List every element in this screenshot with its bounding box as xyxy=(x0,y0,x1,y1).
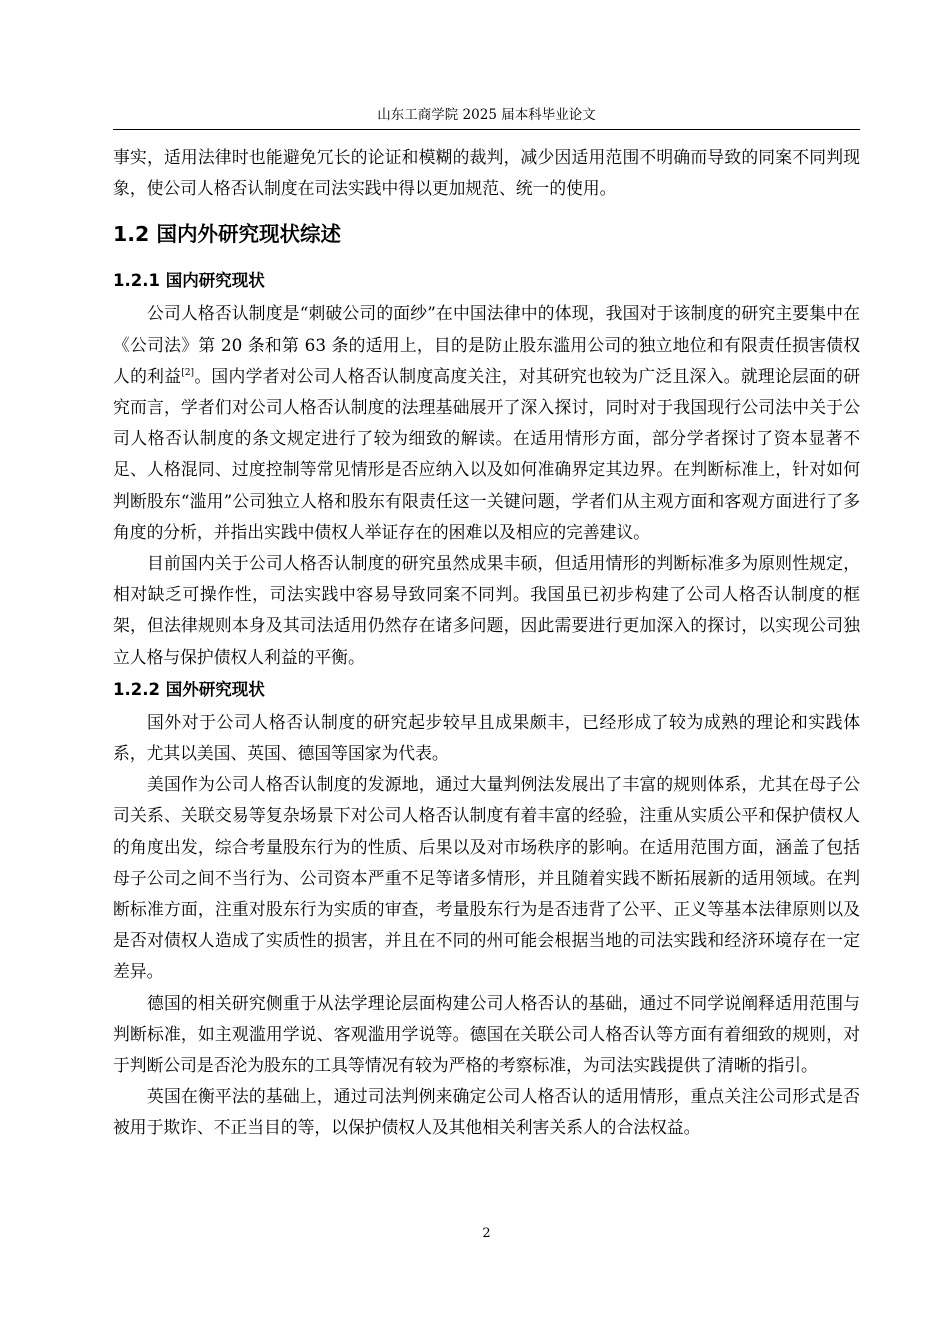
foreign-research-paragraph-germany: 德国的相关研究侧重于从法学理论层面构建公司人格否认的基础，通过不同学说阐释适用范围与判断标准，如主观滥用学说、客观滥用学说等。德国在关联公司人格否认等方面有着细致的规则，对于判断公司是否沦为股东的工具等情况有较为严格的考察标准，为司法实践提供了清晰的指引。 xyxy=(113,992,860,1076)
subsection-heading-1-2-1: 1.2.1 国内研究现状 xyxy=(113,271,265,291)
citation-reference[interactable]: [2] xyxy=(181,367,195,378)
section-heading-1-2: 1.2 国内外研究现状综述 xyxy=(113,222,341,247)
page-number: 2 xyxy=(482,1226,491,1241)
header-divider xyxy=(113,129,860,130)
foreign-research-paragraph-us: 美国作为公司人格否认制度的发源地，通过大量判例法发展出了丰富的规则体系，尤其在母子公司关系、关联交易等复杂场景下对公司人格否认制度有着丰富的经验，注重从实质公平和保护债权人的角度出发，综合考量股东行为的性质、后果以及对市场秩序的影响。在适用范围方面，涵盖了包括母子公司之间不当行为、公司资本严重不足等诸多情形，并且随着实践不断拓展新的适用领域。在判断标准方面，注重对股东行为实质的审查，考量股东行为是否违背了公平、正义等基本法律原则以及是否对债权人造成了实质性的损害，并且在不同的州可能会根据当地的司法实践和经济环境存在一定差异。 xyxy=(113,774,860,982)
running-header: 山东工商学院 2025 届本科毕业论文 xyxy=(377,107,596,123)
intro-continuation-paragraph: 事实，适用法律时也能避免冗长的论证和模糊的裁判，减少因适用范围不明确而导致的同案不同判现象，使公司人格否认制度在司法实践中得以更加规范、统一的使用。 xyxy=(113,147,860,199)
page-body xyxy=(113,142,860,1144)
paragraph-text: 公司人格否认制度是“刺破公司的面纱”在中国法律中的体现，我国对于该制度的研究主要集中在《公司法》第 20 条和第 63 条的适用上，目的是防止股东滥用公司的独立地位和有限责任损害债权人的利益 xyxy=(113,303,860,386)
subsection-heading-1-2-2: 1.2.2 国外研究现状 xyxy=(113,679,265,699)
foreign-research-paragraph-uk: 英国在衡平法的基础上，通过司法判例来确定公司人格否认的适用情形，重点关注公司形式是否被用于欺诈、不正当目的等，以保护债权人及其他相关利害关系人的合法权益。 xyxy=(113,1086,860,1138)
paragraph-text: 。国内学者对公司人格否认制度高度关注，对其研究也较为广泛且深入。就理论层面的研究而言，学者们对公司人格否认制度的法理基础展开了深入探讨，同时对于我国现行公司法中关于公司人格否认制度的条文规定进行了较为细致的解读。在适用情形方面，部分学者探讨了资本显著不足、人格混同、过度控制等常见情形是否应纳入以及如何准确界定其边界。在判断标准上，针对如何判断股东“滥用”公司独立人格和股东有限责任这一关键问题，学者们从主观方面和客观方面进行了多角度的分析，并指出实践中债权人举证存在的困难以及相应的完善建议。 xyxy=(113,365,860,542)
foreign-research-paragraph-1: 国外对于公司人格否认制度的研究起步较早且成果颇丰，已经形成了较为成熟的理论和实践体系，尤其以美国、英国、德国等国家为代表。 xyxy=(113,711,860,764)
domestic-research-paragraph-1 xyxy=(113,298,860,548)
domestic-research-paragraph-2: 目前国内关于公司人格否认制度的研究虽然成果丰硕，但适用情形的判断标准多为原则性规定，相对缺乏可操作性，司法实践中容易导致同案不同判。我国虽已初步构建了公司人格否认制度的框架，但法律规则本身及其司法适用仍然存在诸多问题，因此需要进行更加深入的探讨，以实现公司独立人格与保护债权人利益的平衡。 xyxy=(113,553,860,667)
